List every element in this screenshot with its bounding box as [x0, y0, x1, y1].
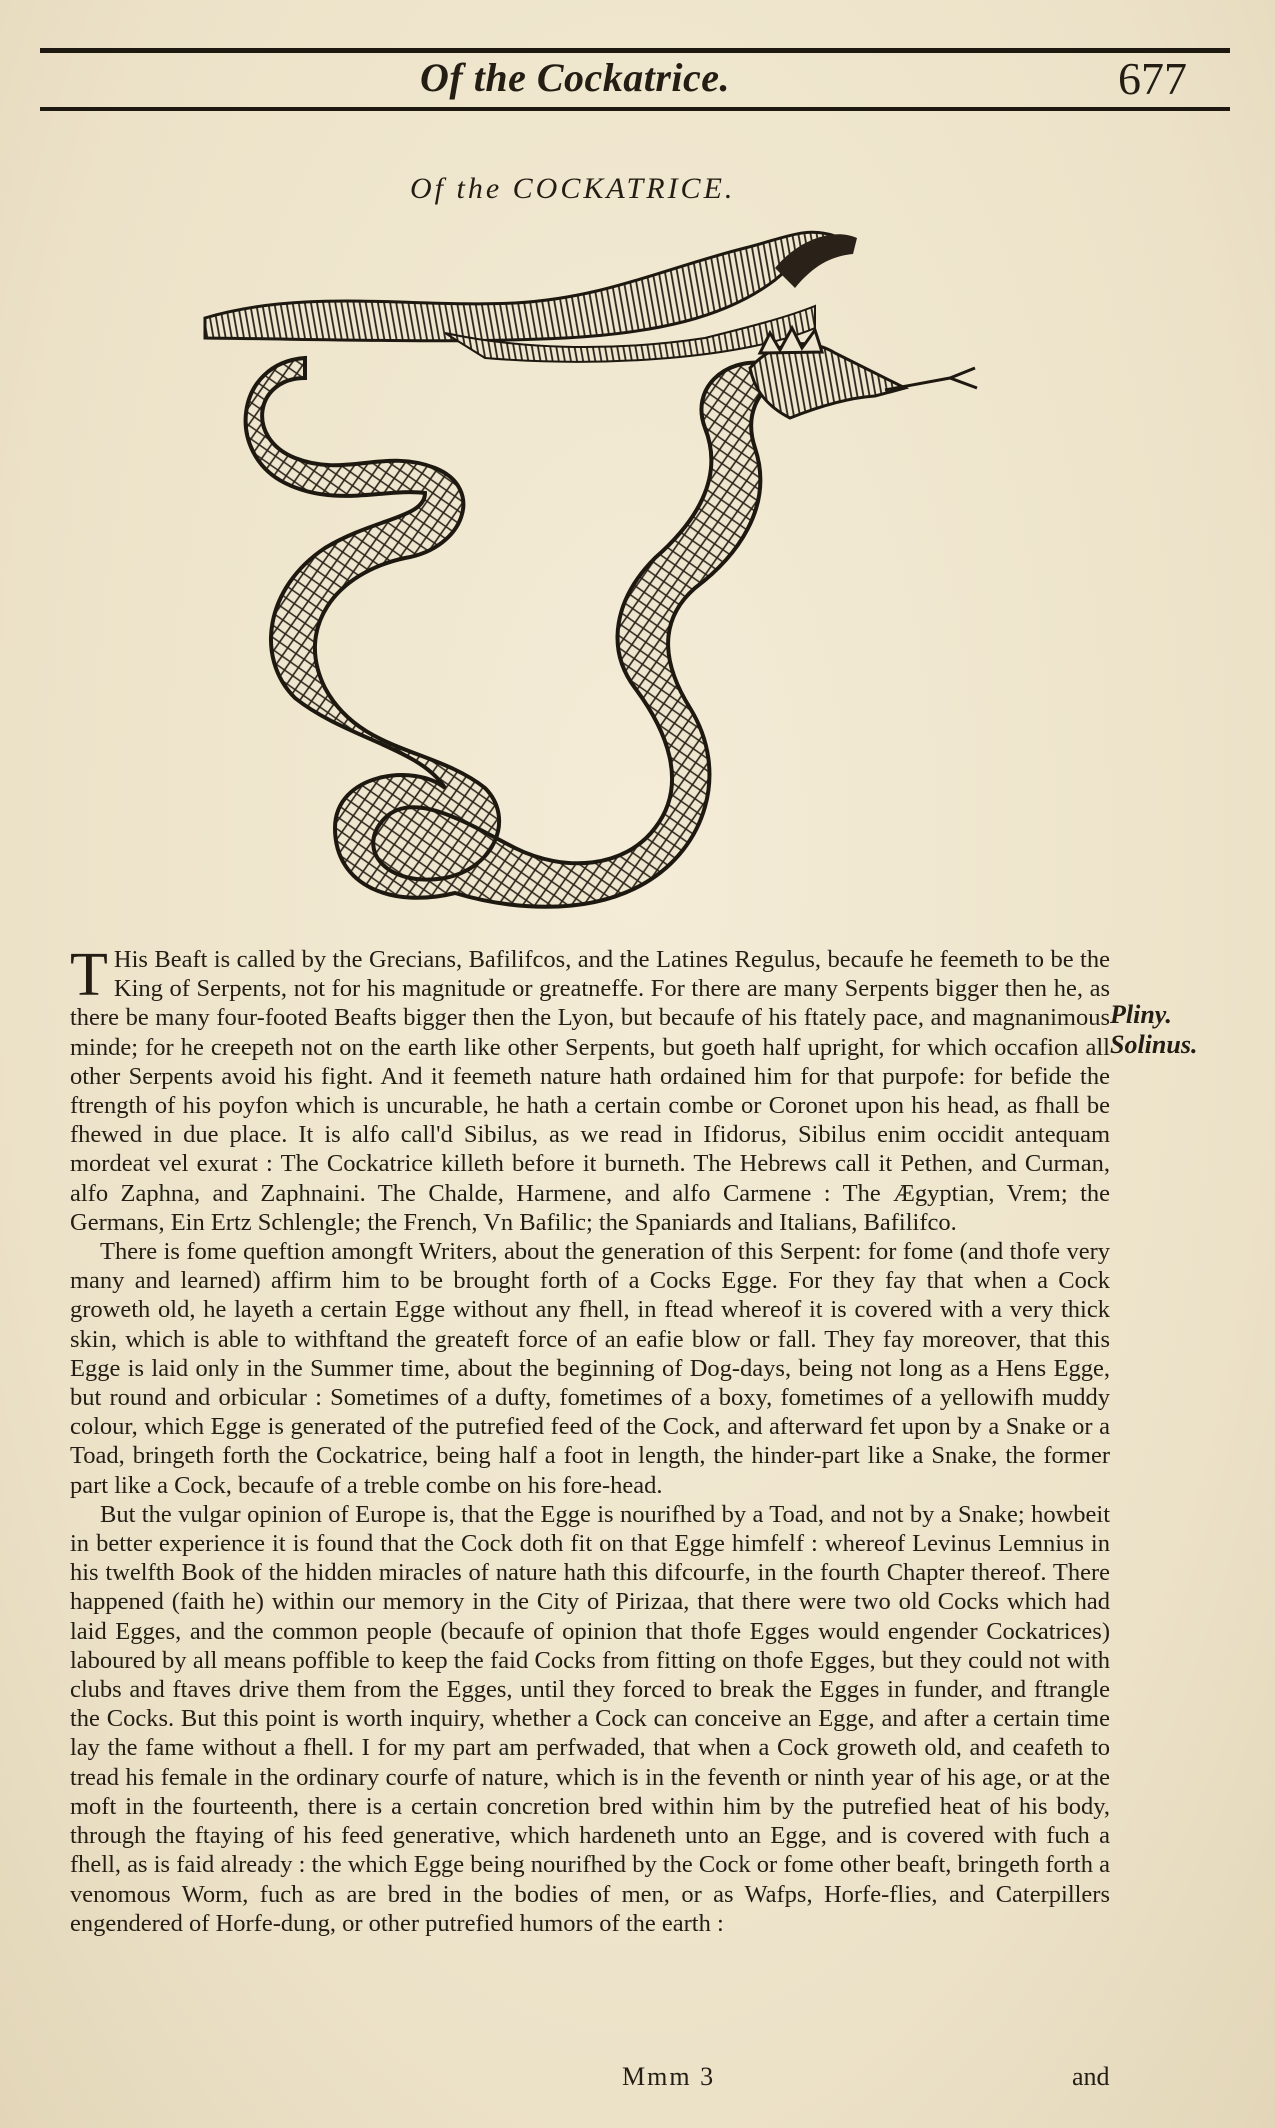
margin-note-pliny: Pliny. — [1110, 1000, 1172, 1029]
serpent-head — [750, 344, 905, 418]
header-rule — [40, 48, 1230, 53]
margin-note-solinus: Solinus. — [1110, 1030, 1198, 1059]
body-text — [70, 941, 1110, 1938]
paragraph-2: There is fome queftion amongft Writers, about the generation of this Serpent: for fome (and thofe very many and learned) affirm him to be brought forth of a Cocks Egge. For they fay that when a Cock groweth old, he layeth a certain Egge without any fhell, in ftead whereof it is covered with a very thick skin, which is able to withftand the greateft force of an eafie blow or fall. They fay moreover, that this Egge is laid only in the Summer time, about the beginning of Dog-days, being not long as a Hens Egge, but round and orbicular : Sometimes of a dufty, fometimes of a boxy, fometimes of a yellowifh muddy colour, which Egge is generated of the putrefied feed of the Cock, and afterward fet upon by a Snake or a Toad, bringeth forth the Cockatrice, being half a foot in length, the hinder-part like a Snake, the former part like a Cock, becaufe of a treble combe on his fore-head. — [70, 1238, 1110, 1499]
forked-tongue — [885, 368, 977, 390]
upper-serpent — [205, 232, 845, 340]
header-rule-lower — [40, 107, 1230, 111]
signature-mark: Mmm 3 — [622, 2062, 716, 2091]
margin-notes — [1110, 1000, 1210, 1060]
running-head: Of the Cockatrice. — [420, 55, 731, 100]
crown — [760, 328, 822, 353]
paragraph-1-text: His Beaft is called by the Grecians, Bafilifcos, and the Latines Regulus, becaufe he feemeth to be the King of Serpents, not for his magnitude or greatneffe. For there are many Serpents bigger then he, as there be many four-footed Beafts bigger then the Lyon, but becaufe of his ftately pace, and magnanimous minde; for he creepeth not on the earth like other Serpents, but goeth half upright, for which occafion all other Serpents avoid his fight. And it feemeth nature hath ordained him for that purpofe: for befide the ftrength of his poyfon which is uncurable, he hath a certain combe or Coronet upon his head, as fhall be fhewed in due place. It is alfo call'd Sibilus, as we read in Ifidorus, Sibilus enim occidit antequam mordeat vel exurat : The Cockatrice killeth before it burneth. The Hebrews call it Pethen, and Curman, alfo Zaphna, and Zaphnaini. The Chalde, Harmene, and alfo Carmene : The Ægyptian, Vrem; the Germans, Ein Ertz Schlengle; the French, Vn Bafilic; the Spaniards and Italians, Bafilifco. — [70, 946, 1110, 1236]
coiled-serpent — [246, 358, 785, 907]
figure-title: Of the COCKATRICE. — [410, 172, 736, 205]
drop-cap: T — [70, 941, 108, 1009]
paragraph-1 — [70, 941, 1110, 1237]
catchword: and — [1072, 2062, 1110, 2091]
cockatrice-woodcut-illustration — [185, 228, 985, 918]
paragraph-3: But the vulgar opinion of Europe is, that the Egge is nourifhed by a Toad, and not by a Snake; howbeit in better experience it is found that the Cock doth fit on that Egge himfelf : whereof Levinus Lemnius in his twelfth Book of the hidden miracles of nature hath this difcourfe, in the fourth Chapter thereof. There happened (faith he) within our memory in the City of Pirizaa, that there were two old Cocks which had laid Egges, and the common people (becaufe of opinion that thofe Egges would engender Cockatrices) laboured by all means poffible to keep the faid Cocks from fitting on thofe Egges, but they could not with clubs and ftaves drive them from the Egges, until they forced to break the Egges in funder, and ftrangle the Cocks. But this point is worth inquiry, whether a Cock can conceive an Egge, and after a certain time lay the fame without a fhell. I for my part am perfwaded, that when a Cock groweth old, and ceafeth to tread his female in the ordinary courfe of nature, which is in the feventh or ninth year of his age, or at the moft in the fourteenth, there is a certain concretion bred within him by the putrefied heat of his body, through the ftaying of his feed generative, which hardeneth unto an Egge, and is covered with fuch a fhell, as is faid already : the which Egge being nourifhed by the Cock or fome other beaft, bringeth forth a venomous Worm, fuch as are bred in the bodies of men, or as Wafps, Horfe-flies, and Caterpillers engendered of Horfe-dung, or other putrefied humors of the earth : — [70, 1500, 1110, 1937]
page-number: 677 — [1118, 53, 1187, 104]
